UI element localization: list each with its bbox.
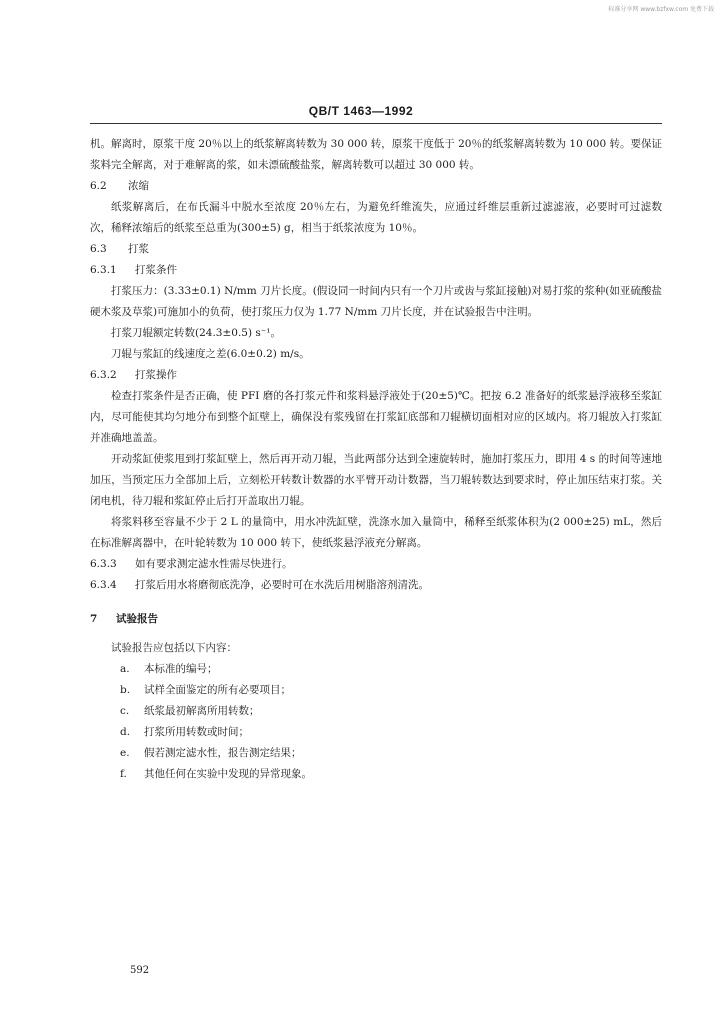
list-item-label: a. [120, 663, 130, 675]
report-items-list [90, 659, 662, 785]
section-number: 6.3.1 [90, 264, 117, 276]
section-number: 7 [90, 613, 98, 625]
paragraph-6-3-2-a: 检查打浆条件是否正确，使 PFI 磨的各打浆元件和浆料悬浮液处于(20±5)℃。把按 6.2 准备好的纸浆悬浮液移至浆缸内，尽可能使其均匀地分布到整个缸壁上，确保没有浆残留在打浆缸底部和刀辊横切面相对应的区域内。将刀辊放入打浆缸并准确地盖盖。 [90, 390, 662, 444]
section-6-3 [90, 239, 662, 260]
page-header: QB/T 1463—1992 [308, 104, 414, 118]
list-item-label: f. [120, 768, 127, 780]
section-number: 6.3 [90, 243, 107, 255]
section-number: 6.3.2 [90, 369, 117, 381]
section-6-3-2 [90, 365, 662, 386]
section-6-2 [90, 176, 662, 197]
list-item [90, 743, 662, 764]
page-body [90, 134, 662, 785]
paragraph-6-3-1-c: 刀辊与浆缸的线速度之差(6.0±0.2) m/s。 [111, 348, 310, 360]
list-item [90, 764, 662, 785]
section-title: 打浆操作 [135, 369, 177, 381]
list-item-text: 试样全面鉴定的所有必要项目； [144, 684, 291, 696]
paragraph-7: 试验报告应包括以下内容： [111, 642, 237, 654]
list-item-text: 纸浆最初解离所用转数； [144, 705, 260, 717]
list-item-label: b. [120, 684, 131, 696]
section-title: 打浆 [128, 243, 149, 255]
paragraph-6-2: 纸浆解离后，在布氏漏斗中脱水至浓度 20％左右，为避免纤维流失，应通过纤维层重新过滤滤液，必要时可过滤数次，稀释浓缩后的纸浆至总重为(300±5) g，相当于纸浆浓度为 10％。 [90, 201, 662, 234]
list-item-text: 假若测定滤水性，报告测定结果； [144, 747, 302, 759]
section-6-3-1 [90, 260, 662, 281]
paragraph-6-3-1-b: 打浆刀辊额定转数(24.3±0.5) s⁻¹。 [111, 327, 282, 339]
header-rule [90, 123, 662, 124]
list-item [90, 722, 662, 743]
section-title: 试验报告 [116, 613, 158, 625]
section-title: 浓缩 [128, 180, 149, 192]
paragraph-6-3-2-b: 开动浆缸使浆甩到打浆缸壁上，然后再开动刀辊，当此两部分达到全速旋转时，施加打浆压力，即用 4 s 的时间等速地加压，当预定压力全部加上后，立刻松开转数计数器的水平臂开动计数器，当刀辊转数达到要求时，停止加压结束打浆。关闭电机，待刀辊和浆缸停止后打开盖取出刀辊。 [90, 453, 662, 507]
list-item-text: 打浆所用转数或时间； [144, 726, 249, 738]
section-number: 6.2 [90, 180, 107, 192]
list-item [90, 701, 662, 722]
list-item [90, 680, 662, 701]
list-item-label: c. [120, 705, 130, 717]
section-text: 打浆后用水将磨彻底洗净，必要时可在水洗后用树脂溶剂清洗。 [135, 579, 429, 591]
section-title: 打浆条件 [135, 264, 177, 276]
list-item [90, 659, 662, 680]
list-item-text: 其他任何在实验中发现的异常现象。 [144, 768, 312, 780]
section-6-3-4 [90, 575, 662, 596]
watermark: 标准分享网 www.bzfxw.com 免费下载 [608, 6, 714, 13]
section-6-3-3 [90, 554, 662, 575]
list-item-label: d. [120, 726, 131, 738]
section-7 [90, 609, 662, 630]
list-item-label: e. [120, 747, 130, 759]
section-number: 6.3.4 [90, 579, 117, 591]
paragraph-6-3-1-a: 打浆压力：(3.33±0.1) N/mm 刀片长度。(假设同一时间内只有一个刀片或齿与浆缸接触)对易打浆的浆种(如亚硫酸盐硬木浆及草浆)可施加小的负荷，使打浆压力仅为 1.77 N/mm 刀片长度，并在试验报告中注明。 [90, 285, 662, 318]
list-item-text: 本标准的编号； [144, 663, 218, 675]
paragraph-intro: 机。解离时，原浆干度 20％以上的纸浆解离转数为 30 000 转，原浆干度低于 20％的纸浆解离转数为 10 000 转。要保证浆料完全解离，对于难解离的浆，如未漂硫酸盐浆，解离转数可以超过 30 000 转。 [90, 138, 662, 171]
section-text: 如有要求测定滤水性需尽快进行。 [135, 558, 293, 570]
page-number: 592 [130, 965, 150, 976]
section-number: 6.3.3 [90, 558, 117, 570]
paragraph-6-3-2-c: 将浆料移至容量不少于 2 L 的量筒中，用水冲洗缸壁，洗涤水加入量筒中，稀释至纸浆体积为(2 000±25) mL，然后在标准解离器中，在叶轮转数为 10 000 转下，使纸浆悬浮液充分解离。 [90, 516, 662, 549]
